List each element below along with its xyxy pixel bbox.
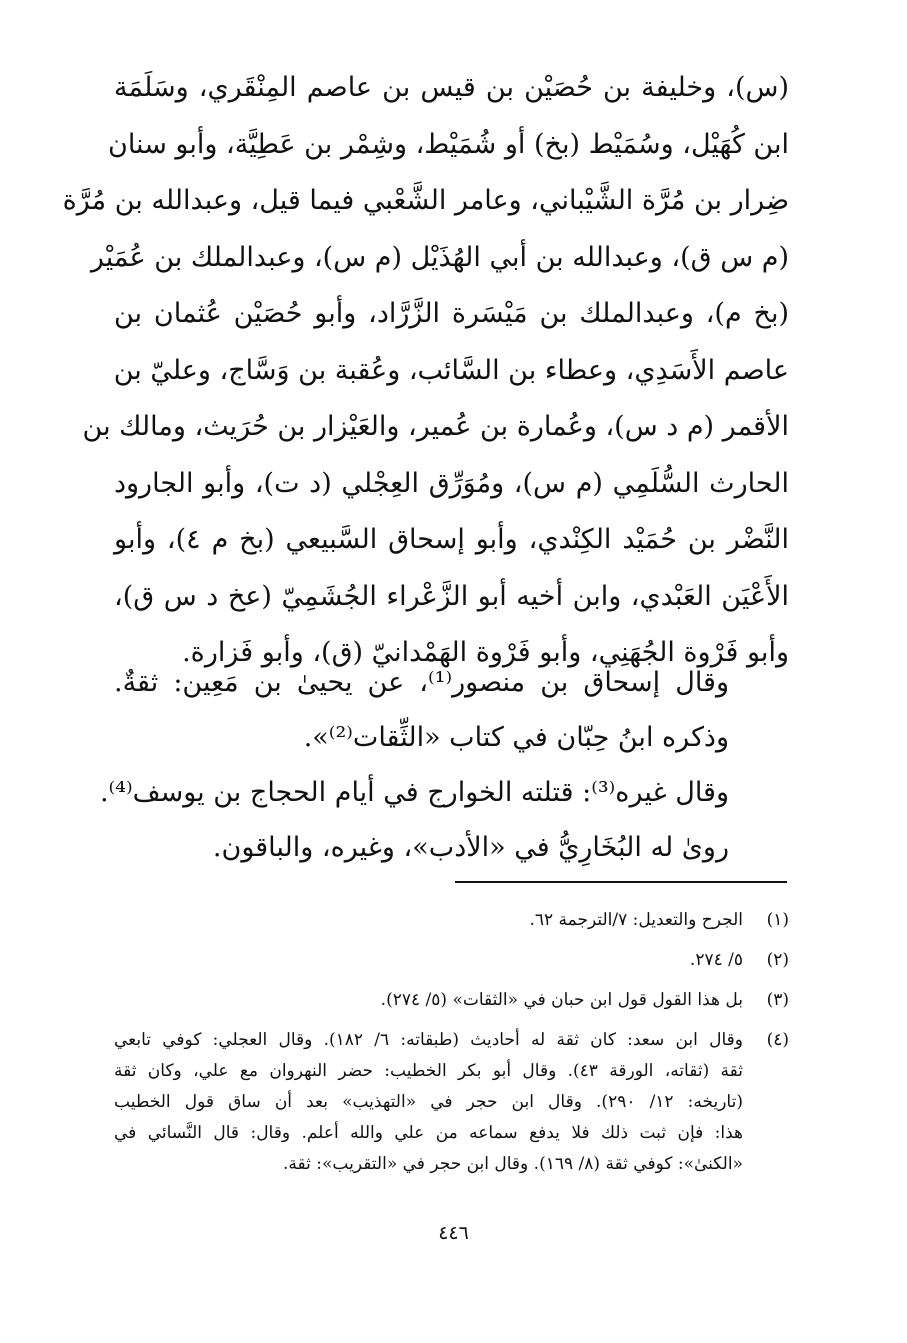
text-line: عاصم الأَسَدِي، وعطاء بن السَّائب، وعُقبة بن وَسَّاج، وعليّ بن — [113, 354, 789, 386]
quotes-block — [99, 655, 729, 875]
footnote-text: الجرح والتعديل: ٧/الترجمة ٦٢. — [529, 910, 743, 930]
footnote — [114, 905, 789, 936]
footnote — [114, 1025, 789, 1180]
footnote-number: (١) — [766, 910, 789, 930]
text-line: الحارث السُّلَمِي (م س)، ومُوَرِّق العِجْلي (د ت)، وأبو الجارود — [114, 467, 789, 499]
footnote-text: هذا: فإن ثبت ذلك فلا يدفع سماعه من علي والله أعلم. وقال: قال النَّسائي في — [114, 1123, 743, 1143]
footnote-number: (٤) — [766, 1030, 789, 1050]
footnote — [114, 985, 789, 1016]
text-line: وأبو فَرْوة الجُهَنِي، وأبو فَرْوة الهَمْدانيّ (ق)، وأبو فَزارة. — [182, 637, 789, 668]
text-line: الأَعْيَن العَبْدي، وابن أخيه أبو الزَّعْراء الجُشَمِيّ (عخ د س ق)، — [114, 580, 789, 612]
text-line: الأقمر (م د س)، وعُمارة بن عُمير، والعَيْزار بن حُرَيث، ومالك بن — [82, 411, 789, 442]
footnote-text: ثقة (ثقاته، الورقة ٤٣). وقال أبو بكر الخطيب: حضر النهروان مع علي، وكان ثقة — [114, 1061, 743, 1081]
footnote-text: وقال ابن سعد: كان ثقة له أحاديث (طبقاته: ٦/ ١٨٢). وقال العجلي: كوفي تابعي — [114, 1030, 743, 1050]
page-number: ٤٤٦ — [438, 1222, 469, 1244]
text-line: ابن كُهَيْل، وسُمَيْط (بخ) أو شُمَيْط، وشِمْر بن عَطِيَّة، وأبو سنان — [108, 128, 789, 160]
main-paragraph — [62, 60, 789, 682]
footnote-number: (٢) — [766, 950, 789, 970]
footnote-text: ٥/ ٢٧٤. — [689, 950, 743, 970]
text-line: ضِرار بن مُرَّة الشَّيْباني، وعامر الشَّعْبي فيما قيل، وعبدالله بن مُرَّة — [62, 185, 789, 216]
quote-line: وقال إسحاق بن منصور⁽¹⁾، عن يحيىٰ بن مَعِين: ثقةٌ. — [114, 667, 729, 698]
footnote-text: «الكنىٰ»: كوفي ثقة (٨/ ١٦٩). وقال ابن حجر في «التقريب»: ثقة. — [283, 1154, 743, 1174]
footnotes — [114, 905, 789, 1189]
quote-line: وذكره ابنُ حِبّان في كتاب «الثِّقات⁽²⁾». — [303, 722, 729, 753]
text-line: (م س ق)، وعبدالله بن أبي الهُذَيْل (م س)، وعبدالملك بن عُمَيْر — [90, 241, 789, 273]
footnote-number: (٣) — [766, 990, 789, 1010]
quote-line: وقال غيره⁽³⁾: قتلته الخوارج في أيام الحجاج بن يوسف⁽⁴⁾. — [99, 777, 729, 808]
text-line: (بخ م)، وعبدالملك بن مَيْسَرة الزَّرَّاد، وأبو حُصَيْن عُثمان بن — [114, 298, 789, 329]
quote-line: روىٰ له البُخَارِيُّ في «الأدب»، وغيره، والباقون. — [212, 832, 729, 863]
footnote-text: (تاريخه: ١٢/ ٢٩٠). وقال ابن حجر في «التهذيب» بعد أن ساق قول الخطيب — [114, 1092, 743, 1112]
footnote-divider — [455, 881, 787, 883]
footnote — [114, 945, 789, 976]
text-line: (س)، وخليفة بن حُصَيْن بن قيس بن عاصم المِنْقَري، وسَلَمَة — [114, 72, 789, 103]
text-line: النَّضْر بن حُمَيْد الكِنْدي، وأبو إسحاق السَّبيعي (بخ م ٤)، وأبو — [114, 524, 789, 555]
footnote-text: بل هذا القول قول ابن حبان في «الثقات» (٥/ ٢٧٤). — [380, 990, 743, 1010]
